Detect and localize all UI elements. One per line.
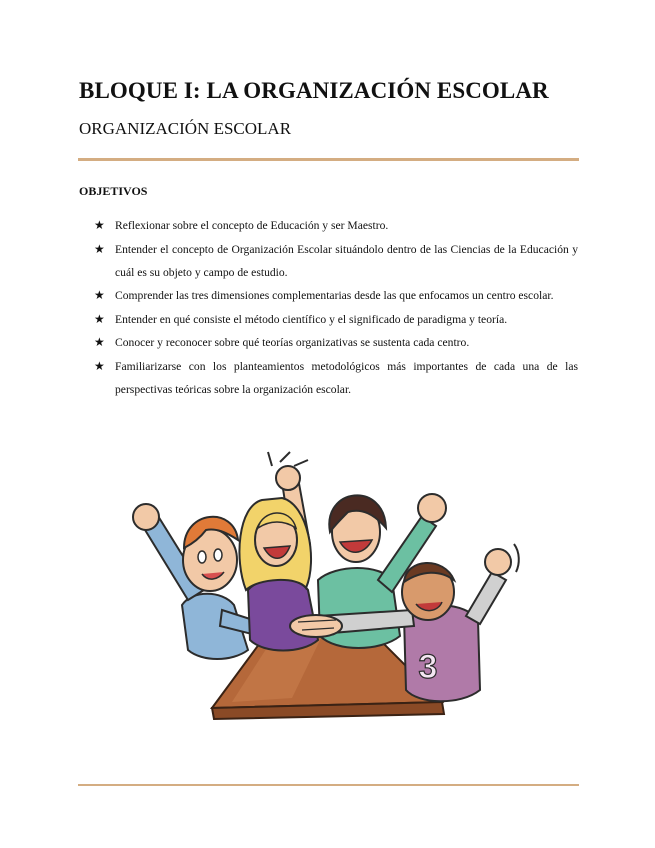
list-item: [94, 284, 578, 307]
header-divider: [78, 158, 579, 161]
objectives-heading: OBJETIVOS: [79, 184, 148, 198]
svg-text:3: 3: [418, 648, 438, 686]
joined-hands: [290, 615, 342, 637]
page-subtitle: ORGANIZACIÓN ESCOLAR: [79, 119, 292, 138]
objectives-list: [94, 214, 578, 401]
list-item: [94, 331, 578, 354]
objective-text: Comprender las tres dimensiones complementarias desde las que enfocamos un centro escolar.: [115, 289, 554, 302]
objective-text: Entender el concepto de Organización Escolar situándolo dentro de las Ciencias de la Educación y cuál es su objeto y campo de estudio.: [115, 242, 578, 279]
star-icon: ★: [94, 241, 105, 256]
star-icon: ★: [94, 288, 105, 302]
objective-text: Familiarizarse con los planteamientos metodológicos más importantes de cada una de las perspectivas teóricas sobre la organización escolar.: [115, 359, 578, 396]
list-item: [94, 238, 578, 284]
list-item: [94, 308, 578, 331]
footer-divider: [78, 784, 579, 786]
objective-text: Reflexionar sobre el concepto de Educación y ser Maestro.: [115, 219, 389, 232]
objective-text: Entender en qué consiste el método científico y el significado de paradigma y teoría.: [115, 312, 508, 326]
star-icon: ★: [94, 311, 105, 326]
star-icon: ★: [94, 218, 105, 232]
list-item: [94, 355, 578, 401]
objective-text: Conocer y reconocer sobre qué teorías organizativas se sustenta cada centro.: [115, 336, 470, 349]
list-item: [94, 214, 578, 237]
page-title: BLOQUE I: LA ORGANIZACIÓN ESCOLAR: [79, 78, 549, 103]
teamwork-illustration: [122, 440, 522, 722]
star-icon: ★: [94, 358, 105, 373]
star-icon: ★: [94, 335, 105, 349]
